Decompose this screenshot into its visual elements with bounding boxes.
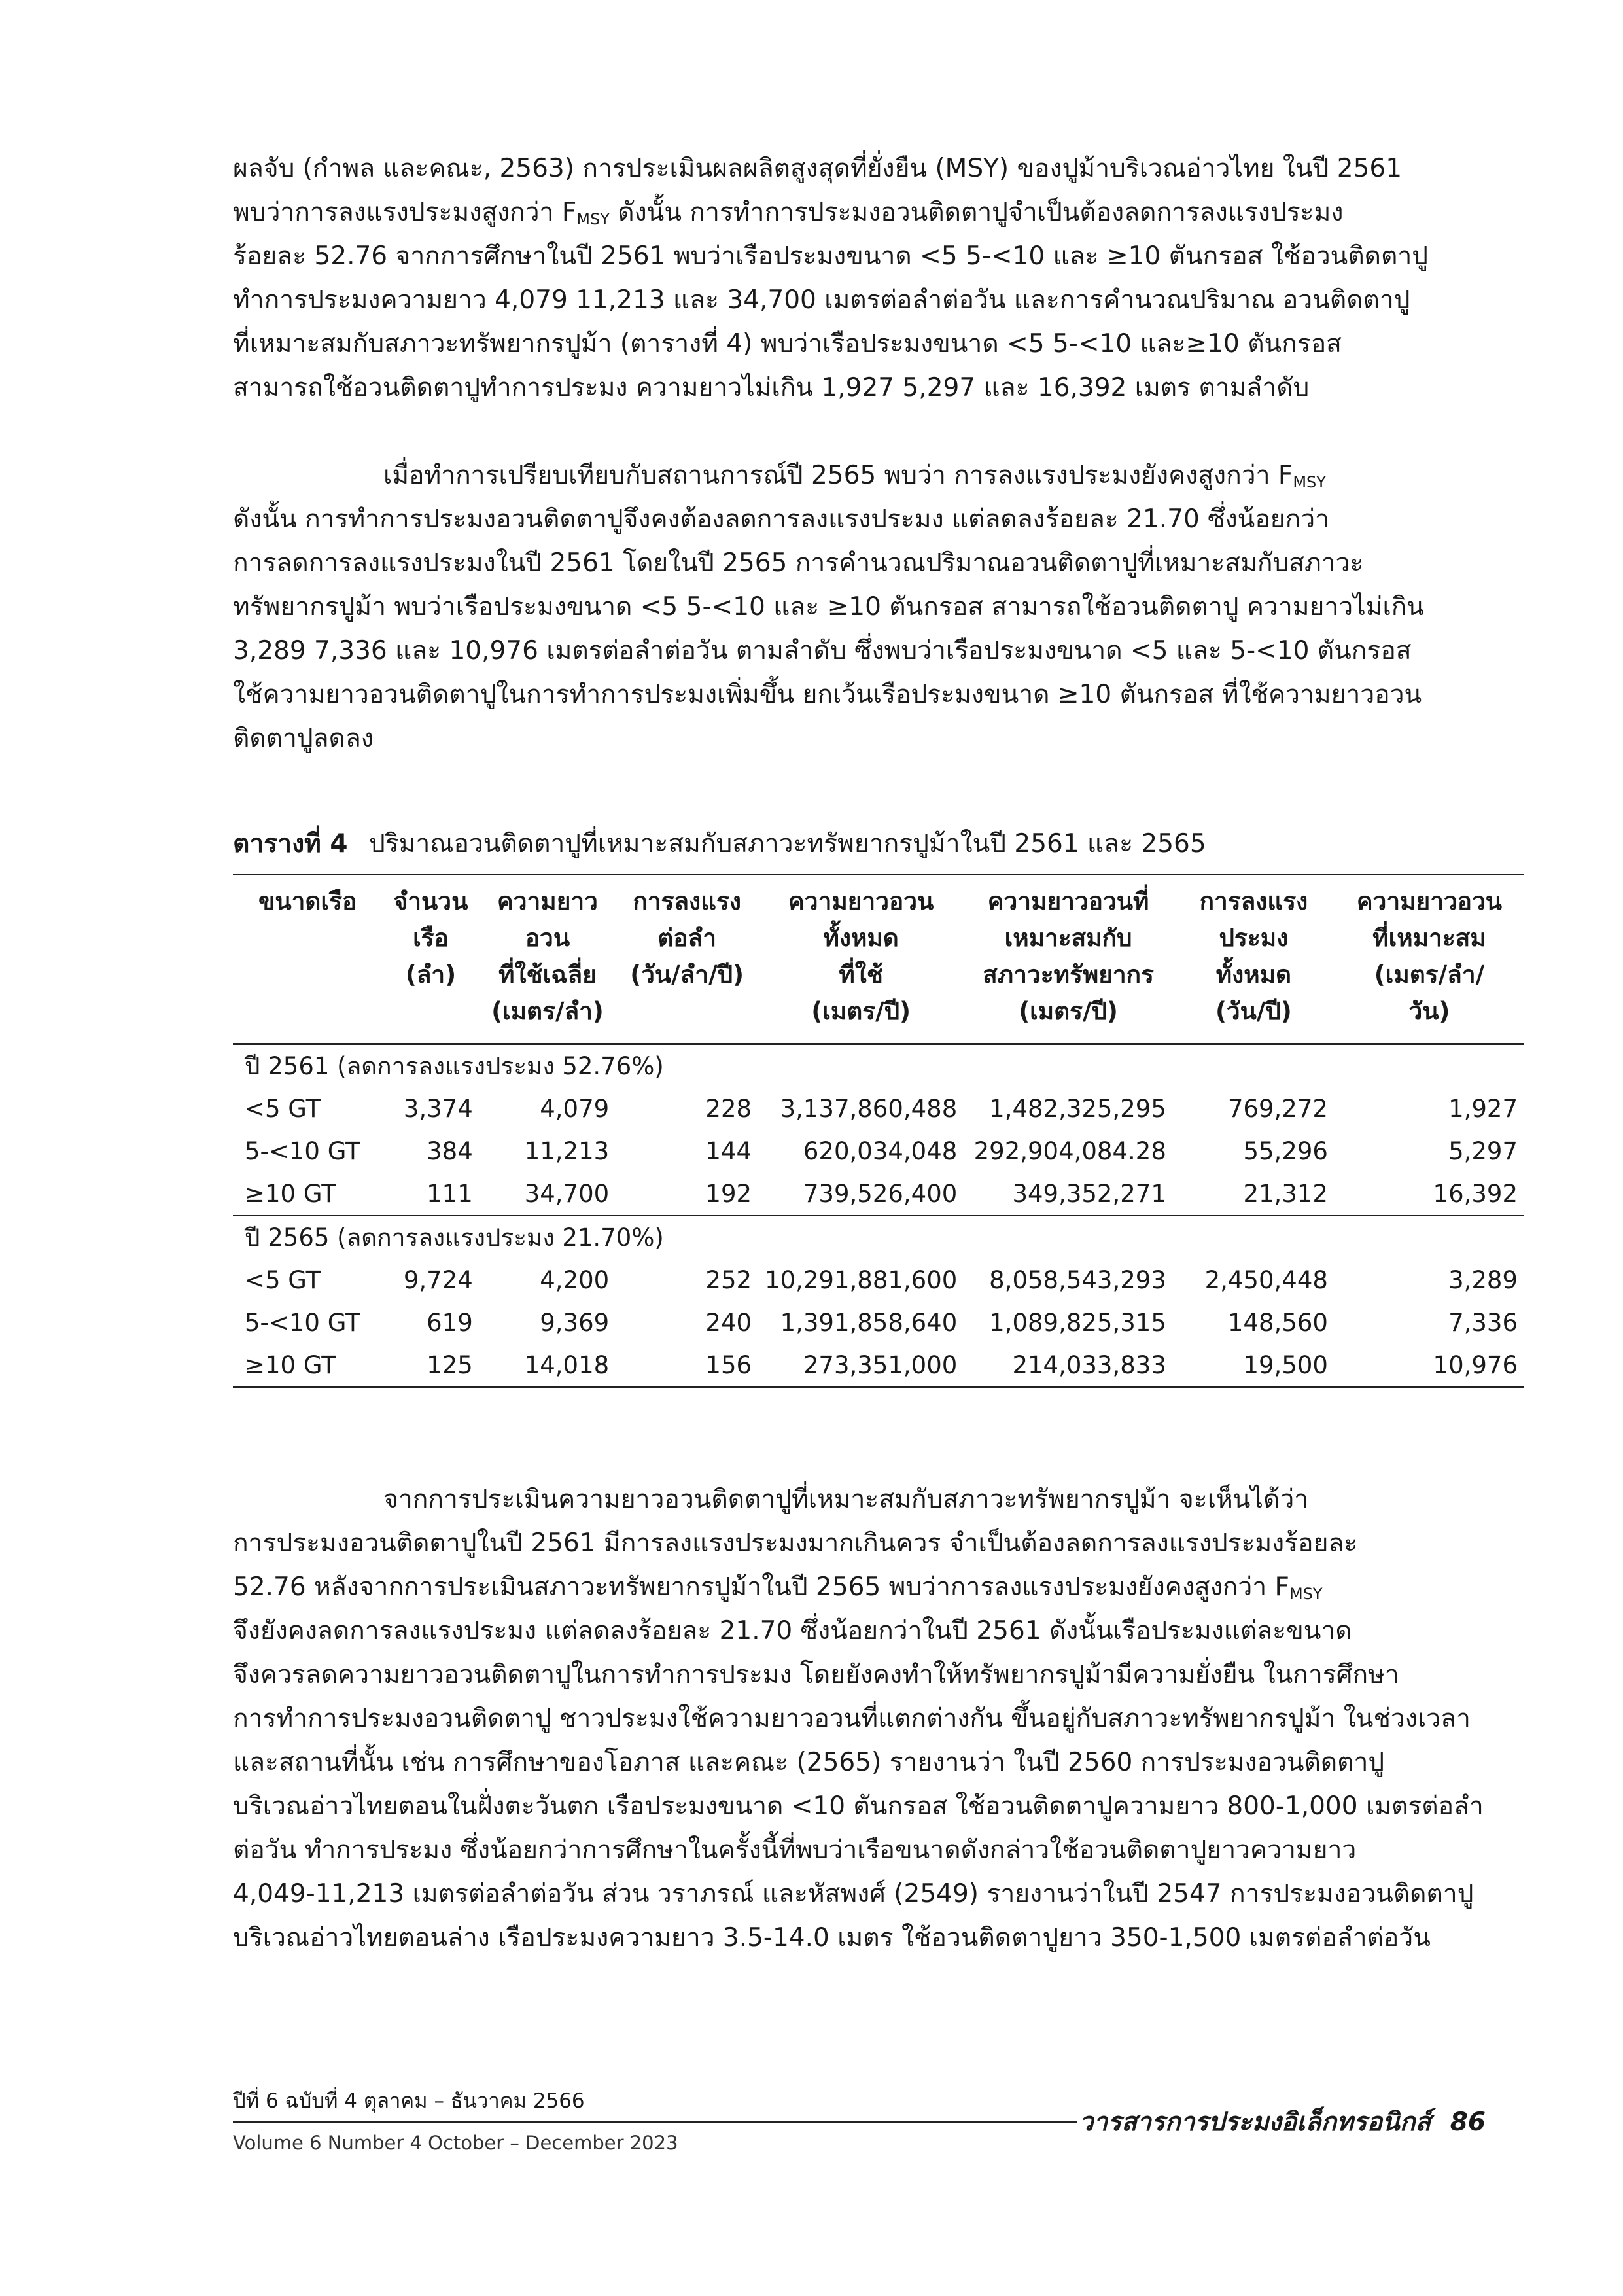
text-line: ทรัพยากรปูม้า พบว่าเรือประมงขนาด <5 5-<10 และ ≥10 ตันกรอส สามารถใช้อวนติดตาปู ความยาวไม่เกิน xyxy=(233,592,1425,622)
header-optimal-net-length: ความยาวอวนที่ เหมาะสมกับ สภาวะทรัพยากร (เมตร/ปี) xyxy=(964,875,1173,1044)
table-caption-text: ปริมาณอวนติดตาปูที่เหมาะสมกับสภาวะทรัพยากรปูม้าในปี 2561 และ 2565 xyxy=(368,829,1206,858)
header-effort-per-boat: การลงแรง ต่อลำ (วัน/ลำ/ปี) xyxy=(616,875,758,1044)
text-line: ผลจับ (กำพล และคณะ, 2563) การประเมินผลผลิตสูงสุดที่ยั่งยืน (MSY) ของปูม้าบริเวณอ่าวไทย ในปี 2561 xyxy=(233,154,1403,183)
page-number: 86 xyxy=(1450,2108,1486,2137)
text-line: บริเวณอ่าวไทยตอนล่าง เรือประมงความยาว 3.5-14.0 เมตร ใช้อวนติดตาปูยาว 350-1,500 เมตรต่อลำต่อวัน xyxy=(233,1923,1431,1952)
text-line: ร้อยละ 52.76 จากการศึกษาในปี 2561 พบว่าเรือประมงขนาด <5 5-<10 และ ≥10 ตันกรอส ใช้อวนติดตาปู xyxy=(233,241,1428,271)
paragraph-comparison-2565 xyxy=(233,453,1489,760)
table-row: 5-<10 GT 384 11,213 144 620,034,048 292,904,084.28 55,296 5,297 xyxy=(245,1137,1518,1165)
text-line: การประมงอวนติดตาปูในปี 2561 มีการลงแรงประมงมากเกินควร จำเป็นต้องลดการลงแรงประมงร้อยละ xyxy=(233,1528,1358,1558)
group-label-2561: ปี 2561 (ลดการลงแรงประมง 52.76%) xyxy=(245,1052,664,1080)
table-group-row xyxy=(233,1216,1524,1259)
journal-title: วารสารการประมงอิเล็กทรอนิกส์ xyxy=(1079,2108,1431,2137)
text-line: ที่เหมาะสมกับสภาวะทรัพยากรปูม้า (ตารางที่ 4) พบว่าเรือประมงขนาด <5 5-<10 และ≥10 ตันกรอส xyxy=(233,329,1342,359)
table-group-row xyxy=(233,1044,1524,1088)
text-line: การลดการลงแรงประมงในปี 2561 โดยในปี 2565 การคำนวณปริมาณอวนติดตาปูที่เหมาะสมกับสภาวะ xyxy=(233,548,1364,578)
footer-issue-thai: ปีที่ 6 ฉบับที่ 4 ตุลาคม – ธันวาคม 2566 xyxy=(233,2089,585,2113)
table-row: <5 GT 9,724 4,200 252 10,291,881,600 8,058,543,293 2,450,448 3,289 xyxy=(245,1266,1518,1294)
header-optimal-net-per-boat: ความยาวอวน ที่เหมาะสม (เมตร/ลำ/ วัน) xyxy=(1335,875,1524,1044)
table-row: 5-<10 GT 619 9,369 240 1,391,858,640 1,089,825,315 148,560 7,336 xyxy=(245,1309,1518,1337)
text-line: ติดตาปูลดลง xyxy=(233,724,374,753)
text-line: การทำการประมงอวนติดตาปู ชาวประมงใช้ความยาวอวนที่แตกต่างกัน ขึ้นอยู่กับสภาวะทรัพยากรปูม้า ในช่วงเวลา xyxy=(233,1704,1471,1733)
text-line: ดังนั้น การทำการประมงอวนติดตาปูจึงคงต้องลดการลงแรงประมง แต่ลดลงร้อยละ 21.70 ซึ่งน้อยกว่า xyxy=(233,504,1330,534)
text-line: ทำการประมงความยาว 4,079 11,213 และ 34,700 เมตรต่อลำต่อวัน และการคำนวณปริมาณ อวนติดตาปู xyxy=(233,285,1410,315)
header-boat-size: ขนาดเรือ xyxy=(233,875,382,1044)
text-line: เมื่อทำการเปรียบเทียบกับสถานการณ์ปี 2565 พบว่า การลงแรงประมงยังคงสูงกว่า $F_{MSY}$ xyxy=(383,461,1326,491)
header-total-effort: การลงแรง ประมง ทั้งหมด (วัน/ปี) xyxy=(1173,875,1335,1044)
group-label-2565: ปี 2565 (ลดการลงแรงประมง 21.70%) xyxy=(233,1216,1524,1259)
table-row: <5 GT 3,374 4,079 228 3,137,860,488 1,482,325,295 769,272 1,927 xyxy=(245,1095,1518,1123)
table-row: ≥10 GT 111 34,700 192 739,526,400 349,352,271 21,312 16,392 xyxy=(245,1180,1518,1208)
text-line: จึงควรลดความยาวอวนติดตาปูในการทำการประมง โดยยังคงทำให้ทรัพยากรปูม้ามีความยั่งยืน ในการศึกษา xyxy=(233,1660,1399,1689)
header-avg-net-length: ความยาว อวน ที่ใช้เฉลี่ย (เมตร/ลำ) xyxy=(480,875,616,1044)
footer-rule xyxy=(233,2121,1077,2123)
table-row: ≥10 GT 125 14,018 156 273,351,000 214,033,833 19,500 10,976 xyxy=(233,1344,1524,1388)
text-line: ใช้ความยาวอวนติดตาปูในการทำการประมงเพิ่มขึ้น ยกเว้นเรือประมงขนาด ≥10 ตันกรอส ที่ใช้ความยาวอวน xyxy=(233,680,1422,709)
header-boat-count: จำนวน เรือ (ลำ) xyxy=(382,875,480,1044)
table-caption xyxy=(233,823,1206,864)
header-total-net-length: ความยาวอวน ทั้งหมด ที่ใช้ (เมตร/ปี) xyxy=(758,875,964,1044)
table-caption-label: ตารางที่ 4 xyxy=(233,829,348,858)
text-line: 52.76 หลังจากการประเมินสภาวะทรัพยากรปูม้าในปี 2565 พบว่าการลงแรงประมงยังคงสูงกว่า $F_{MSY}$ xyxy=(233,1572,1323,1603)
paragraph-msy-2561 xyxy=(233,147,1489,410)
table-header-row xyxy=(233,875,1524,1044)
text-line: จึงยังคงลดการลงแรงประมง แต่ลดลงร้อยละ 21.70 ซึ่งน้อยกว่าในปี 2561 ดังนั้นเรือประมงแต่ละขนาด xyxy=(233,1616,1352,1646)
text-line: 3,289 7,336 และ 10,976 เมตรต่อลำต่อวัน ตามลำดับ ซึ่งพบว่าเรือประมงขนาด <5 และ 5-<10 ตันกรอส xyxy=(233,636,1412,665)
paragraph-discussion xyxy=(233,1477,1489,1960)
text-line: พบว่าการลงแรงประมงสูงกว่า $F_{MSY}$ ดังนั้น การทำการประมงอวนติดตาปูจำเป็นต้องลดการลงแรงประมง xyxy=(233,198,1344,228)
text-line: ต่อวัน ทำการประมง ซึ่งน้อยกว่าการศึกษาในครั้งนี้ที่พบว่าเรือขนาดดังกล่าวใช้อวนติดตาปูยาวความยาว xyxy=(233,1835,1357,1865)
data-table xyxy=(233,874,1524,1388)
footer-issue-english: Volume 6 Number 4 October – December 2023 xyxy=(233,2132,678,2154)
text-line: 4,049-11,213 เมตรต่อลำต่อวัน ส่วน วราภรณ์ และหัสพงศ์ (2549) รายงานว่าในปี 2547 การประมงอวนติดตาปู xyxy=(233,1879,1474,1909)
text-line: และสถานที่นั้น เช่น การศึกษาของโอภาส และคณะ (2565) รายงานว่า ในปี 2560 การประมงอวนติดตาปู xyxy=(233,1748,1385,1777)
text-line: สามารถใช้อวนติดตาปูทำการประมง ความยาวไม่เกิน 1,927 5,297 และ 16,392 เมตร ตามลำดับ xyxy=(233,373,1310,402)
footer-journal xyxy=(1079,2102,1486,2142)
text-line: บริเวณอ่าวไทยตอนในฝั่งตะวันตก เรือประมงขนาด <10 ตันกรอส ใช้อวนติดตาปูความยาว 800-1,000 เมตรต่อลำ xyxy=(233,1792,1484,1821)
text-line: จากการประเมินความยาวอวนติดตาปูที่เหมาะสมกับสภาวะทรัพยากรปูม้า จะเห็นได้ว่า xyxy=(383,1485,1309,1514)
